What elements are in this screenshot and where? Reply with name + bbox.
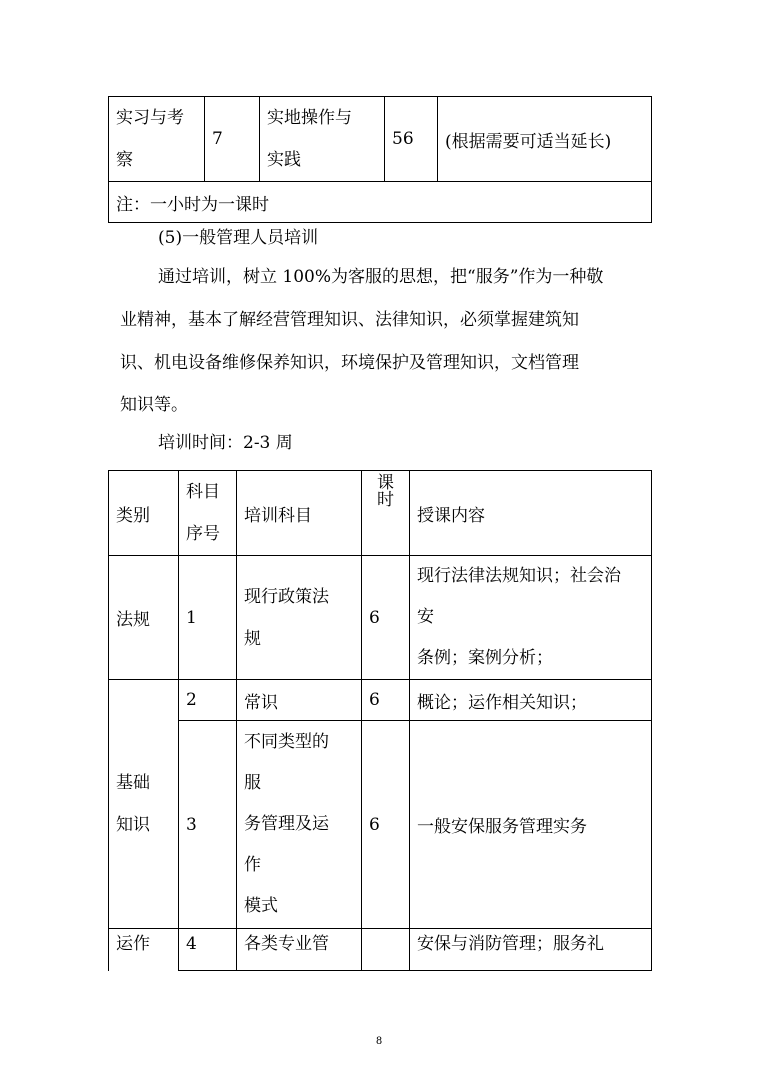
page-number: 8 [375, 1036, 383, 1047]
row-index: 3 [179, 721, 237, 929]
row-hours: 6 [362, 556, 410, 680]
header-subject: 培训科目 [237, 471, 362, 556]
row-content: 现行法律法规知识；社会治 安 条例；案例分析； [410, 556, 652, 680]
row-hours: 6 [362, 721, 410, 929]
training-duration: 培训时间：2-3 周 [158, 433, 293, 453]
table-2 [108, 470, 652, 971]
table-header-row [109, 471, 652, 556]
row-subject: 现行政策法 规 [237, 556, 362, 680]
row-subject: 不同类型的 服 务管理及运 作 模式 [237, 721, 362, 929]
body-line: 识、机电设备维修保养知识，环境保护及管理知识，文档管理 [120, 353, 579, 373]
row-content: 概论；运作相关知识； [410, 680, 652, 721]
table-row [109, 556, 652, 680]
row-category: 法规 [109, 556, 179, 680]
table-cell: 56 [385, 97, 438, 182]
table-row [109, 680, 652, 721]
row-category: 基础 知识 [109, 680, 179, 929]
table-cell: 实地操作与 实践 [260, 97, 385, 182]
row-hours [362, 929, 410, 971]
row-index: 2 [179, 680, 237, 721]
header-index: 科目 序号 [179, 471, 237, 556]
header-content: 授课内容 [410, 471, 652, 556]
row-content: 安保与消防管理；服务礼 [410, 929, 652, 971]
section-heading: (5)一般管理人员培训 [158, 228, 319, 248]
row-index: 4 [179, 929, 237, 971]
row-subject: 各类专业管 [237, 929, 362, 971]
table-cell: 7 [205, 97, 260, 182]
table-cell: (根据需要可适当延长) [438, 97, 652, 182]
table-cell: 实习与考 察 [109, 97, 205, 182]
header-hours: 课 时 [362, 471, 410, 556]
row-subject: 常识 [237, 680, 362, 721]
body-line: 业精神，基本了解经营管理知识、法律知识，必须掌握建筑知 [120, 310, 579, 330]
table-row [109, 721, 652, 929]
table-note: 注：一小时为一课时 [109, 182, 652, 223]
row-hours: 6 [362, 680, 410, 721]
row-category: 运作 [109, 929, 179, 971]
body-line: 知识等。 [120, 395, 188, 415]
row-index: 1 [179, 556, 237, 680]
table-1 [108, 96, 652, 223]
body-line: 通过培训，树立 100%为客服的思想，把“服务”作为一种敬 [158, 267, 604, 287]
table-row [109, 182, 652, 223]
table-row [109, 929, 652, 971]
table-row [109, 97, 652, 182]
header-category: 类别 [109, 471, 179, 556]
row-content: 一般安保服务管理实务 [410, 721, 652, 929]
